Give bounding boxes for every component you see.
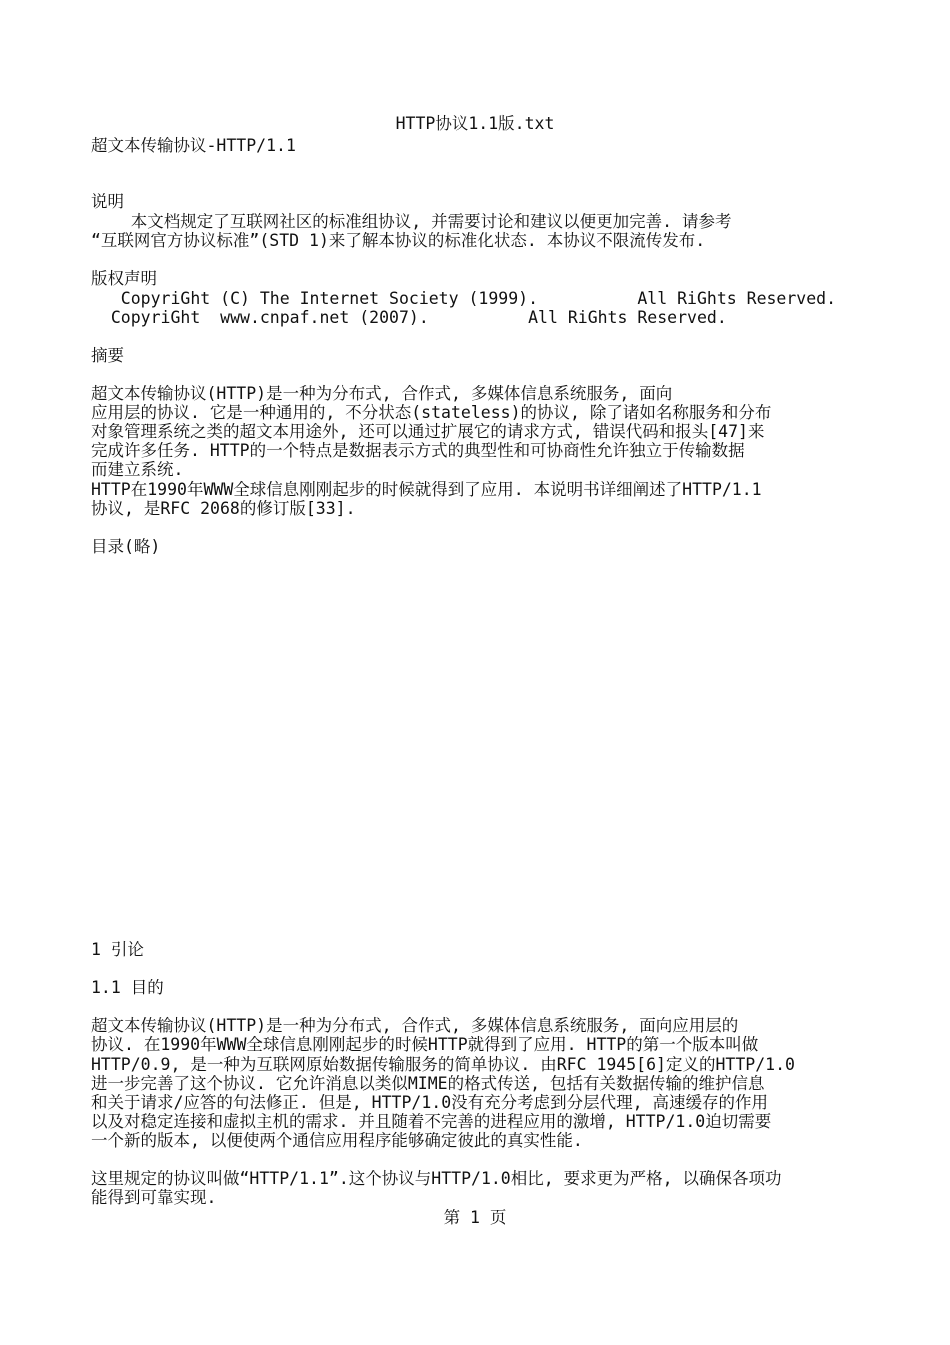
abstract-line: HTTP在1990年WWW全球信息刚刚起步的时候就得到了应用. 本说明书详细阐述了HTTP/1.1 bbox=[91, 480, 762, 499]
protocol-line: 能得到可靠实现. bbox=[91, 1188, 217, 1207]
purpose-line: 以及对稳定连接和虚拟主机的需求. 并且随着不完善的进程应用的激增, HTTP/1.0迫切需要 bbox=[91, 1112, 772, 1131]
abstract-line: 对象管理系统之类的超文本用途外, 还可以通过扩展它的请求方式, 错误代码和报头[47]来 bbox=[91, 422, 765, 441]
copyright-line: CopyriGht (C) The Internet Society (1999). All RiGhts Reserved. bbox=[91, 289, 837, 308]
purpose-line: 和关于请求/应答的句法修正. 但是, HTTP/1.0没有充分考虑到分层代理, 高速缓存的作用 bbox=[91, 1093, 769, 1112]
protocol-line: 这里规定的协议叫做“HTTP/1.1”.这个协议与HTTP/1.0相比, 要求更为严格, 以确保各项功 bbox=[91, 1169, 782, 1188]
purpose-line: 超文本传输协议(HTTP)是一种为分布式, 合作式, 多媒体信息系统服务, 面向应用层的 bbox=[91, 1016, 739, 1035]
page-header-title: HTTP协议1.1版.txt bbox=[395, 114, 555, 133]
abstract-line: 而建立系统. bbox=[91, 460, 184, 479]
page-number: 第 1 页 bbox=[443, 1208, 507, 1227]
abstract-line: 超文本传输协议(HTTP)是一种为分布式, 合作式, 多媒体信息系统服务, 面向 bbox=[91, 384, 673, 403]
purpose-line: 协议. 在1990年WWW全球信息刚刚起步的时候HTTP就得到了应用. HTTP的第一个版本叫做 bbox=[91, 1035, 759, 1054]
purpose-heading: 1.1 目的 bbox=[91, 978, 164, 997]
toc-heading: 目录(略) bbox=[91, 537, 161, 556]
purpose-line: 进一步完善了这个协议. 它允许消息以类似MIME的格式传送, 包括有关数据传输的维护信息 bbox=[91, 1074, 765, 1093]
description-line: 本文档规定了互联网社区的标准组协议, 并需要讨论和建议以便更加完善. 请参考 bbox=[91, 212, 732, 231]
intro-heading: 1 引论 bbox=[91, 940, 144, 959]
abstract-heading: 摘要 bbox=[91, 346, 124, 365]
abstract-line: 完成许多任务. HTTP的一个特点是数据表示方式的典型性和可协商性允许独立于传输数据 bbox=[91, 441, 745, 460]
purpose-line: 一个新的版本, 以便使两个通信应用程序能够确定彼此的真实性能. bbox=[91, 1131, 583, 1150]
copyright-heading: 版权声明 bbox=[91, 269, 157, 288]
abstract-line: 协议, 是RFC 2068的修订版[33]. bbox=[91, 499, 356, 518]
description-heading: 说明 bbox=[91, 192, 124, 211]
purpose-line: HTTP/0.9, 是一种为互联网原始数据传输服务的简单协议. 由RFC 1945[6]定义的HTTP/1.0 bbox=[91, 1055, 795, 1074]
copyright-line: CopyriGht www.cnpaf.net (2007). All RiGhts Reserved. bbox=[91, 308, 727, 327]
document-title: 超文本传输协议-HTTP/1.1 bbox=[91, 136, 296, 155]
description-line: “互联网官方协议标准”(STD 1)来了解本协议的标准化状态. 本协议不限流传发布. bbox=[91, 231, 706, 250]
abstract-line: 应用层的协议. 它是一种通用的, 不分状态(stateless)的协议, 除了诸如名称服务和分布 bbox=[91, 403, 772, 422]
